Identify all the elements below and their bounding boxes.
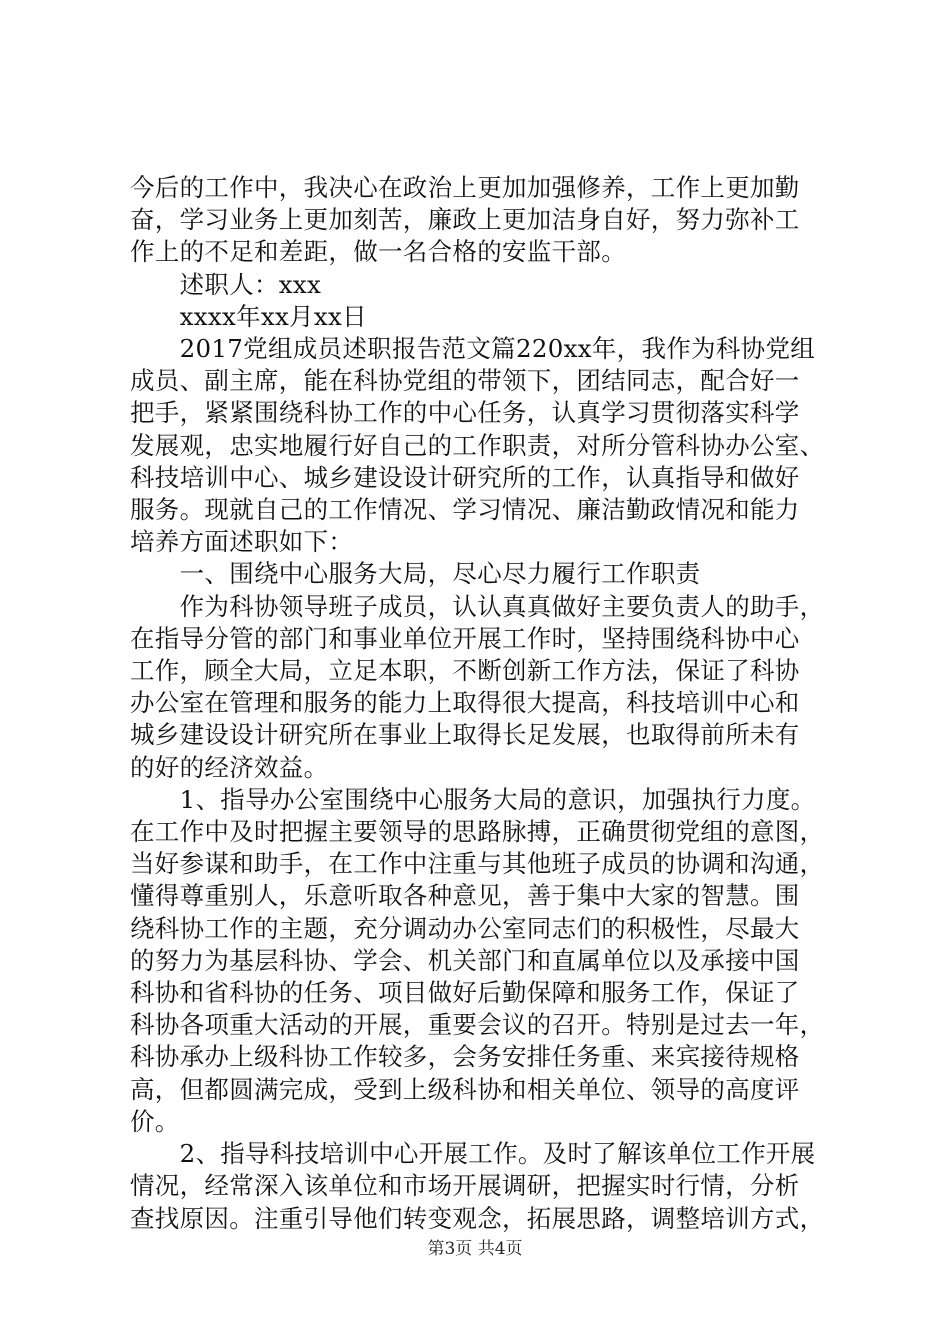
text-line: 的好的经济效益。	[130, 752, 329, 782]
text-line: 城乡建设设计研究所在事业上取得长足发展，也取得前所未有	[130, 720, 800, 750]
document-body	[130, 172, 830, 1235]
text-line: 今后的工作中，我决心在政治上更加加强修养，工作上更加勤	[130, 173, 800, 202]
text-line: 在工作中及时把握主要领导的思路脉搏，正确贯彻党组的意图，	[130, 817, 825, 847]
text-line: 成员、副主席，能在科协党组的带领下，团结同志，配合好一	[130, 366, 800, 396]
text-line: 查找原因。注重引导他们转变观念，拓展思路，调整培训方式，	[130, 1203, 825, 1233]
text-line: 科协承办上级科协工作较多，会务安排任务重、来宾接待规格	[130, 1042, 800, 1072]
text-line: 在指导分管的部门和事业单位开展工作时，坚持围绕科协中心	[130, 623, 800, 653]
text-line: 当好参谋和助手，在工作中注重与其他班子成员的协调和沟通，	[130, 849, 825, 879]
date-line: xxxx年xx月xx日	[130, 301, 367, 331]
text-line: 1、指导办公室围绕中心服务大局的意识，加强执行力度。	[130, 784, 816, 814]
text-line: 的努力为基层科协、学会、机关部门和直属单位以及承接中国	[130, 945, 800, 975]
text-line: 价。	[130, 1106, 180, 1136]
text-line: 情况，经常深入该单位和市场开展调研，把握实时行情，分析	[130, 1171, 800, 1201]
text-line: 工作，顾全大局，立足本职，不断创新工作方法，保证了科协	[130, 656, 800, 686]
text-line: 服务。现就自己的工作情况、学习情况、廉洁勤政情况和能力	[130, 495, 800, 525]
text-line: 办公室在管理和服务的能力上取得很大提高，科技培训中心和	[130, 688, 800, 718]
text-line: 奋，学习业务上更加刻苦，廉政上更加洁身自好，努力弥补工	[130, 205, 800, 235]
text-line: 懂得尊重别人，乐意听取各种意见，善于集中大家的智慧。围	[130, 881, 800, 911]
text-line: 2017党组成员述职报告范文篇220xx年，我作为科协党组	[130, 334, 816, 364]
page-number-footer: 第3页 共4页	[427, 1239, 523, 1259]
text-line: 把手，紧紧围绕科协工作的中心任务，认真学习贯彻落实科学	[130, 398, 800, 428]
text-line: 发展观，忠实地履行好自己的工作职责，对所分管科协办公室、	[130, 430, 825, 460]
text-line: 作上的不足和差距，做一名合格的安监干部。	[130, 237, 626, 267]
text-line: 2、指导科技培训中心开展工作。及时了解该单位工作开展	[130, 1139, 816, 1169]
text-line: 科技培训中心、城乡建设设计研究所的工作，认真指导和做好	[130, 462, 800, 492]
text-line: 科协各项重大活动的开展，重要会议的召开。特别是过去一年，	[130, 1010, 825, 1040]
signature-line: 述职人：xxx	[130, 269, 322, 299]
text-line: 高，但都圆满完成，受到上级科协和相关单位、领导的高度评	[130, 1074, 800, 1104]
section-heading: 一、围绕中心服务大局，尽心尽力履行工作职责	[130, 559, 701, 589]
text-line: 绕科协工作的主题，充分调动办公室同志们的积极性，尽最大	[130, 913, 800, 943]
text-line: 培养方面述职如下：	[130, 527, 354, 557]
text-line: 作为科协领导班子成员，认认真真做好主要负责人的助手，	[130, 591, 825, 621]
text-line: 科协和省科协的任务、项目做好后勤保障和服务工作，保证了	[130, 978, 800, 1008]
